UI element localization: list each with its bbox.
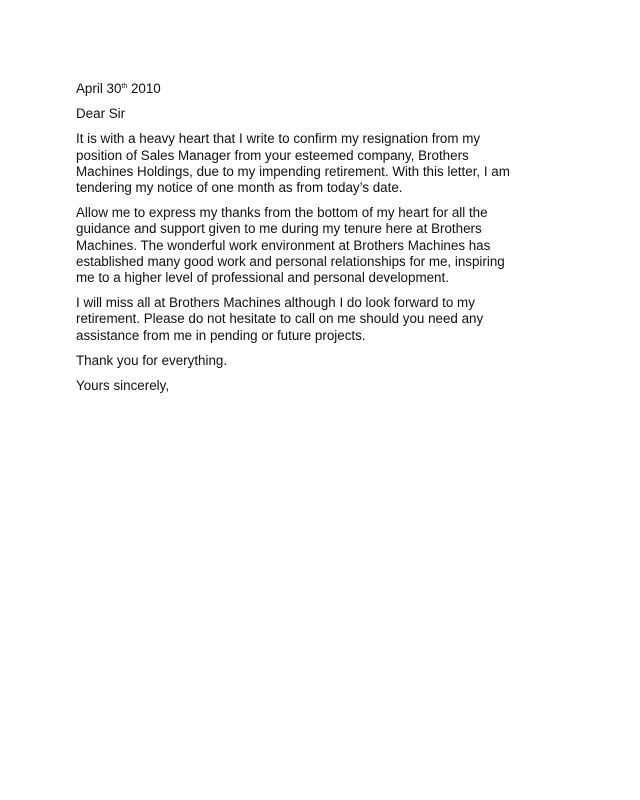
date-ordinal-suffix: th <box>121 83 128 90</box>
date-year: 2010 <box>127 81 161 96</box>
paragraph-line: Machines Holdings, due to my impending retirement. With this letter, I am <box>76 163 510 179</box>
letter-body <box>76 81 566 403</box>
paragraph-line: established many good work and personal relationships for me, inspiring <box>76 253 505 269</box>
paragraph-line: me to a higher level of professional and personal development. <box>76 270 449 286</box>
closing: Yours sincerely, <box>76 378 170 394</box>
thank-you-line: Thank you for everything. <box>76 352 228 368</box>
paragraph-line: tendering my notice of one month as from today’s date. <box>76 180 403 196</box>
paragraph-thanks <box>76 205 566 286</box>
paragraph-line: retirement. Please do not hesitate to call on me should you need any <box>76 311 484 327</box>
letter-date <box>76 81 566 97</box>
paragraph-line: guidance and support given to me during my tenure here at Brothers <box>76 221 482 237</box>
salutation: Dear Sir <box>76 106 126 122</box>
paragraph-line: It is with a heavy heart that I write to confirm my resignation from my <box>76 131 481 147</box>
date-month-day: April 30 <box>76 81 122 96</box>
paragraph-line: I will miss all at Brothers Machines although I do look forward to my <box>76 295 475 311</box>
paragraph-resignation <box>76 131 566 196</box>
paragraph-line: Machines. The wonderful work environment at Brothers Machines has <box>76 237 491 253</box>
paragraph-line: Allow me to express my thanks from the bottom of my heart for all the <box>76 205 488 221</box>
paragraph-line: assistance from me in pending or future projects. <box>76 327 366 343</box>
paragraph-farewell <box>76 295 566 344</box>
paragraph-line: position of Sales Manager from your esteemed company, Brothers <box>76 147 469 163</box>
